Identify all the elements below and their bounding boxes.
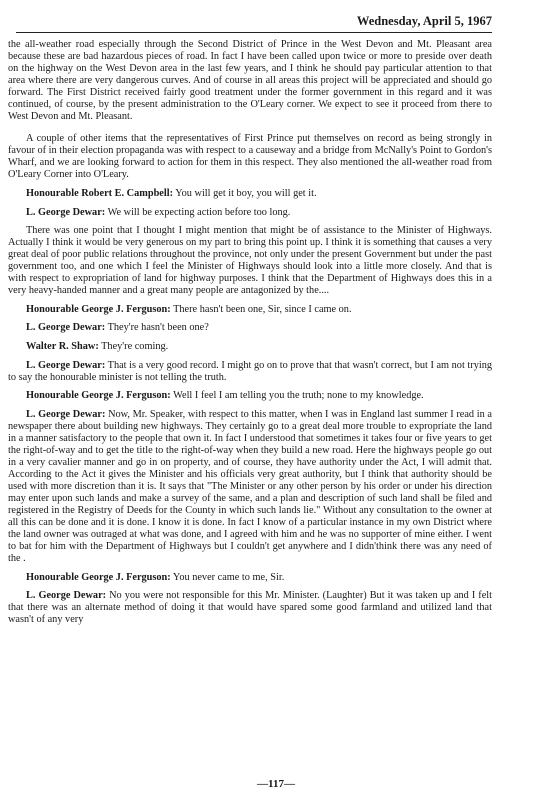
speaker-name: L. George Dewar:: [26, 408, 106, 420]
speaker-name: L. George Dewar:: [26, 590, 107, 602]
paragraph: [8, 572, 492, 584]
paragraph-text: Now, Mr. Speaker, with respect to this matter, when I was in England last summer I read in a newspaper there about building new highways. They certainly go to a great deal more trouble to expropriate the land in a manner satisfactory to the people that own it. In fact I understood that sometimes it takes four or five years to get the right-of-way and to get the title to the right-of-way when they build a new road. Here the highways people go out in a very cavalier manner and go in on property, and of course, they have authority under the Act, I will admit that. According to the Act it gives the Minister and his officials very great authority, but I think that authority should be used with more discretion than it is. It says that "The Minister or any other person by his order or under his direction may enter upon such lands and make a survey of the same, and a plan and description of such land shall be filed and registered in the Registry of Deeds for the County in which such lands lie." Without any consultation to the owner at all this can be done and it is done. I know it is done. In fact I know of a particular instance in my own District where the land owner was outraged at what was done, and I agreed with him and he was no supporter of mine either. I went to bat for him with the Department of Highways but I couldn't get anywhere and I didn'think there was any need of the .: [8, 408, 492, 565]
page-header: [16, 14, 492, 33]
paragraph-text: No you were not responsible for this Mr. Minister. (Laughter) But it was taken up and I felt that there was an alternate method of doing it that would have spared some good farmland and utilized land that wasn't of any very: [8, 590, 492, 626]
paragraph-text: You never came to me, Sir.: [172, 571, 285, 583]
paragraph-text: A couple of other items that the representatives of First Prince put themselves on record as being strongly in favour of in their election propaganda was with respect to a causeway and a bridge from McNally's Point to Gordon's Wharf, and we are looking forward to action for them in this respect. They also mentioned the all-weather road from O'Leary Corner into O'Leary.: [8, 133, 492, 181]
paragraph: [8, 39, 492, 123]
paragraph-text: We will be expecting action before too long.: [107, 206, 291, 218]
paragraph-text: the all-weather road especially through the Second District of Prince in the West Devon and Mt. Pleasant area because these are bad hazardous pieces of road. In fact I have been called upon twice or more to preside over death on the highway on the West Devon area in the last few years, and I think he should pay particular attention to that area where there are very dangerous curves. And of course in all areas this project will be appreciated and should go forward. The First District received fairly good treatment under the former government in this regard and it was continued, of course, by the present administration to the O'Leary corner. We expect to see it proceed from there to West Devon and Mt. Pleasant.: [8, 39, 492, 123]
header-date: Wednesday, April 5, 1967: [356, 14, 492, 28]
paragraph-text: Well I feel I am telling you the truth; none to my knowledge.: [173, 390, 424, 402]
speaker-name: Walter R. Shaw:: [26, 340, 99, 352]
speaker-name: L. George Dewar:: [26, 359, 106, 371]
paragraph: [8, 304, 492, 316]
speaker-name: Honourable George J. Ferguson:: [26, 571, 171, 583]
speaker-name: Honourable Robert E. Campbell:: [26, 188, 174, 200]
paragraph-text: There was one point that I thought I might mention that might be of assistance to the Minister of Highways. Actually I think it would be very generous on my part to bring this point up. I think it is something that causes a very great deal of poor public relations throughout the province, not only under the present Government but under the past government too, and one which I feel the Minister of Highways should look into a little more closely. And that is with respect to expropriation of land for highway purposes. I think that the Department of Highways does this in a very heavy-handed manner and a great many people are antagonized by the....: [8, 225, 492, 297]
paragraph: [8, 207, 492, 219]
paragraph: [8, 390, 492, 402]
paragraph-text: That is a very good record. I might go on to prove that that wasn't correct, but I am not trying to say the honourable minister is not telling the truth.: [8, 359, 493, 383]
paragraph-text: They're hasn't been one?: [107, 322, 209, 334]
paragraph: [8, 360, 492, 384]
speaker-name: Honourable George J. Ferguson:: [26, 390, 171, 402]
speaker-name: L. George Dewar:: [26, 322, 106, 334]
paragraph-text: There hasn't been one, Sir, since I came on.: [173, 303, 352, 315]
paragraph: [8, 322, 492, 334]
paragraph: [8, 133, 492, 181]
document-body: [8, 39, 492, 626]
paragraph: [8, 590, 492, 626]
paragraph-text: You will get it boy, you will get it.: [175, 188, 317, 200]
paragraph: [8, 225, 492, 297]
paragraph: [8, 341, 492, 353]
paragraph-text: They're coming.: [101, 340, 169, 352]
paragraph: [8, 188, 492, 200]
paragraph: [8, 409, 492, 566]
speaker-name: Honourable George J. Ferguson:: [26, 303, 171, 315]
page-number: —117—: [257, 778, 295, 790]
speaker-name: L. George Dewar:: [26, 206, 106, 218]
